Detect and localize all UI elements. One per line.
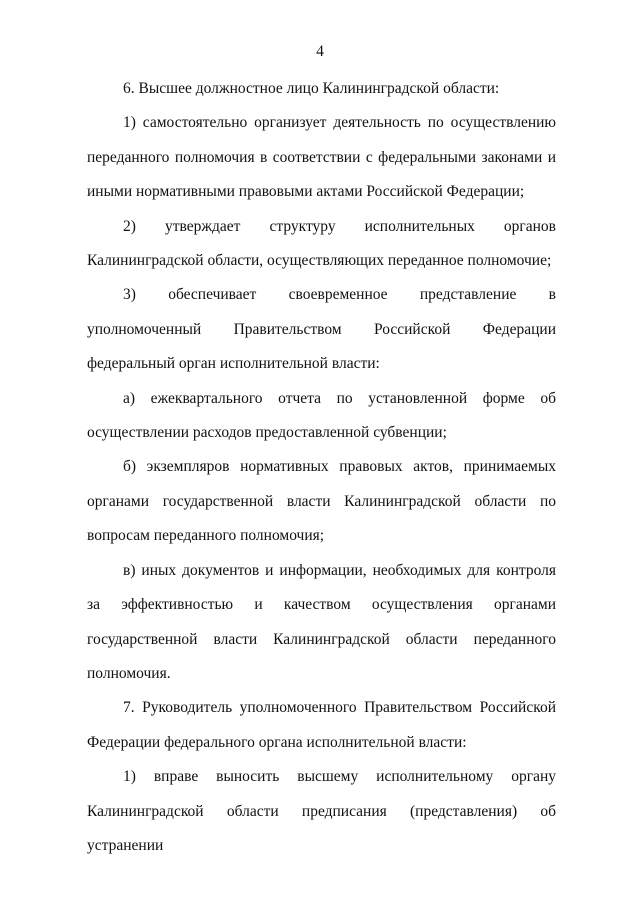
document-body	[87, 72, 556, 863]
page-number: 4	[316, 43, 324, 60]
paragraph-7: 7. Руководитель уполномоченного Правительством Российской Федерации федерального органа исполнительной власти:	[87, 699, 556, 751]
paragraph-6: 6. Высшее должностное лицо Калининградской области:	[123, 80, 500, 97]
paragraph-6-2: 2) утверждает структуру исполнительных органов Калининградской области, осуществляющих переданное полномочие;	[87, 217, 556, 270]
paragraph-6-3-a: а) ежеквартального отчета по установленной форме об осуществлении расходов предоставленной субвенции;	[87, 389, 556, 442]
paragraph-6-3-b: б) экземпляров нормативных правовых актов, принимаемых органами государственной власти Калининградской области по вопросам переданного полномочия;	[87, 458, 556, 545]
paragraph-6-3-v: в) иных документов и информации, необходимых для контроля за эффективностью и качеством осуществления органами государственной власти Калининградской области переданного полномочия.	[87, 561, 556, 682]
paragraph-6-1: 1) самостоятельно организует деятельность по осуществлению переданного полномочия в соответствии с федеральными законами и иными нормативными правовыми актами Российской Федерации;	[87, 114, 556, 201]
paragraph-6-3: 3) обеспечивает своевременное представление в уполномоченный Правительством Российской Федерации федеральный орган исполнительной власти:	[87, 286, 556, 373]
paragraph-7-1: 1) вправе выносить высшему исполнительному органу Калининградской области предписания (представления) об устранении	[87, 768, 556, 854]
